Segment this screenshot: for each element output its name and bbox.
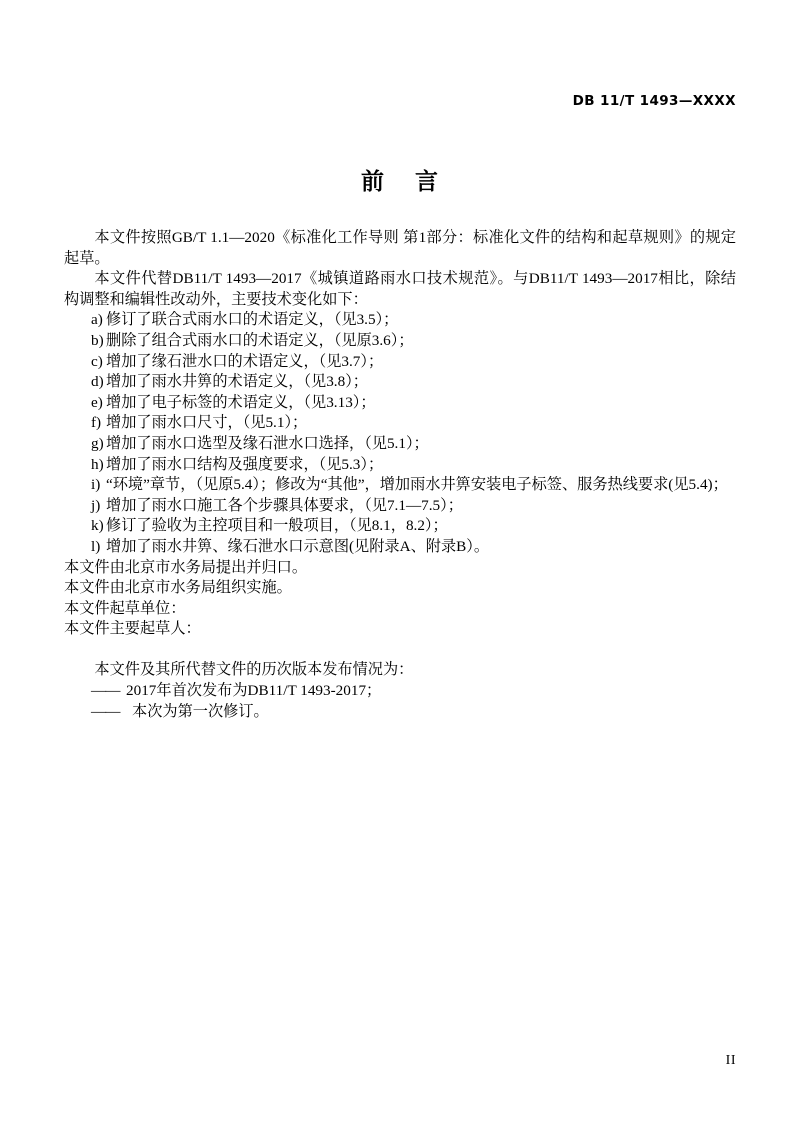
list-item-text: 增加了缘石泄水口的术语定义，（见3.7）； <box>106 352 384 370</box>
statement-implementing-authority: 本文件由北京市水务局组织实施。 <box>64 579 292 597</box>
list-item-text: 增加了雨水口尺寸，（见5.1）； <box>106 414 308 432</box>
list-item-text: 增加了雨水口施工各个步骤具体要求，（见7.1—7.5）； <box>106 496 463 514</box>
list-item-text: 修订了验收为主控项目和一般项目，（见8.1，8.2）； <box>106 517 448 535</box>
page-title-char-2: 言 <box>415 169 439 195</box>
list-item-marker: l) <box>91 537 101 555</box>
list-item <box>64 516 736 537</box>
list-item-marker: k) <box>91 517 104 535</box>
running-header-standard-code: DB 11/T 1493—XXXX <box>572 93 736 109</box>
list-item-marker: j) <box>91 496 101 514</box>
list-item-text: 增加了雨水井箅的术语定义，（见3.8）； <box>106 373 368 391</box>
em-dash-bullet-icon: —— <box>91 702 120 720</box>
list-item <box>64 413 736 434</box>
list-item-marker: d) <box>91 373 104 391</box>
list-item <box>64 352 736 373</box>
page-title <box>0 163 800 196</box>
list-item-text: 删除了组合式雨水口的术语定义，（见原3.6）； <box>106 331 414 349</box>
list-item <box>64 372 736 393</box>
list-item-text: 增加了雨水井箅、缘石泄水口示意图(见附录A、附录B）。 <box>106 537 490 555</box>
statement-drafting-organizations: 本文件起草单位： <box>64 599 186 617</box>
technical-changes-list <box>64 310 736 557</box>
statement-principal-drafters: 本文件主要起草人： <box>64 620 201 638</box>
list-item <box>64 537 736 558</box>
version-history-item-text: 2017年首次发布为DB11/T 1493-2017； <box>126 682 382 700</box>
list-item <box>64 434 736 455</box>
em-dash-bullet-icon: —— <box>91 682 120 700</box>
list-item-marker: c) <box>91 352 103 370</box>
list-item <box>64 310 736 331</box>
list-item <box>64 393 736 414</box>
version-history-item-text: 本次为第一次修订。 <box>132 702 269 720</box>
paragraph-replacement-notice: 本文件代替DB11/T 1493—2017《城镇道路雨水口技术规范》。与DB11/T 1493—2017相比，除结构调整和编辑性改动外，主要技术变化如下： <box>64 270 736 308</box>
section-spacer <box>64 640 736 661</box>
list-item-marker: e) <box>91 393 103 411</box>
statement-proposing-authority: 本文件由北京市水务局提出并归口。 <box>64 558 307 576</box>
list-item <box>64 331 736 352</box>
list-item-marker: a) <box>91 311 103 329</box>
list-item <box>64 455 736 476</box>
version-history-item <box>64 681 736 702</box>
list-item-marker: b) <box>91 331 104 349</box>
page-title-char-1: 前 <box>361 169 385 195</box>
list-item-text: 增加了雨水口选型及缘石泄水口选择，（见5.1）； <box>106 434 429 452</box>
list-item-text: “环境”章节，（见原5.4）；修改为“其他”，增加雨水井箅安装电子标签、服务热线要求(见5.4)； <box>106 476 728 494</box>
list-item-marker: h) <box>91 455 104 473</box>
list-item <box>64 496 736 517</box>
list-item-marker: i) <box>91 476 101 494</box>
list-item-text: 增加了电子标签的术语定义，（见3.13）； <box>106 393 376 411</box>
list-item-marker: f) <box>91 414 102 432</box>
version-history-item <box>64 702 736 723</box>
foreword-body <box>64 228 736 722</box>
paragraph-scope-basis: 本文件按照GB/T 1.1—2020《标准化工作导则 第1部分：标准化文件的结构和起草规则》的规定起草。 <box>64 229 736 267</box>
list-item-text: 增加了雨水口结构及强度要求，（见5.3）； <box>106 455 384 473</box>
page-number: II <box>725 1053 736 1068</box>
version-history-intro: 本文件及其所代替文件的历次版本发布情况为： <box>94 661 414 679</box>
list-item <box>64 475 736 496</box>
list-item-marker: g) <box>91 434 104 452</box>
list-item-text: 修订了联合式雨水口的术语定义，（见3.5）； <box>106 311 399 329</box>
